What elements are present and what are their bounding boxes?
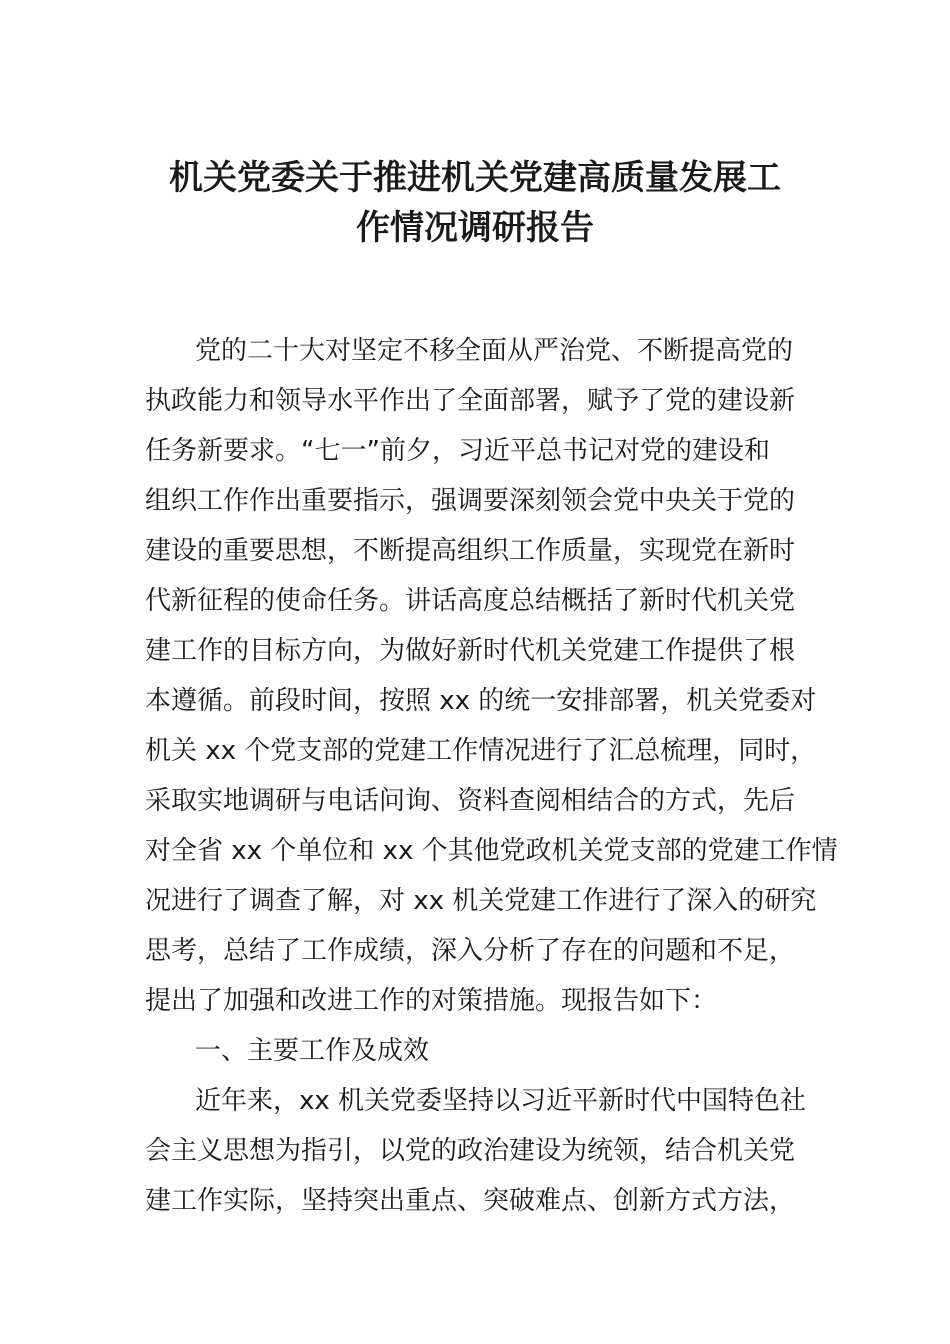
paragraph-line: 任务新要求。“七一”前夕，习近平总书记对党的建设和 — [145, 436, 770, 466]
paragraph-line: 机关 xx 个党支部的党建工作情况进行了汇总梳理，同时， — [145, 736, 817, 766]
paragraph-line: 代新征程的使命任务。讲话高度总结概括了新时代机关党 — [145, 586, 796, 616]
paragraph-line: 思考，总结了工作成绩，深入分析了存在的问题和不足， — [145, 936, 796, 966]
paragraph-line: 本遵循。前段时间，按照 xx 的统一安排部署，机关党委对 — [145, 686, 817, 716]
paragraph-line: 执政能力和领导水平作出了全面部署，赋予了党的建设新 — [145, 386, 796, 416]
paragraph-line: 建设的重要思想，不断提高组织工作质量，实现党在新时 — [145, 536, 796, 566]
title-line-1: 机关党委关于推进机关党建高质量发展工 — [169, 158, 781, 198]
paragraph-line: 建工作实际，坚持突出重点、突破难点、创新方式方法， — [145, 1186, 796, 1216]
section-heading: 一、主要工作及成效 — [195, 1036, 430, 1066]
paragraph-line: 采取实地调研与电话问询、资料查阅相结合的方式，先后 — [145, 786, 796, 816]
document-title — [120, 153, 830, 253]
title-line-2: 作情况调研报告 — [356, 208, 594, 248]
document-body — [145, 326, 838, 1226]
paragraph-line: 提出了加强和改进工作的对策措施。现报告如下： — [145, 986, 718, 1016]
paragraph-line: 建工作的目标方向，为做好新时代机关党建工作提供了根 — [145, 636, 796, 666]
paragraph-line: 对全省 xx 个单位和 xx 个其他党政机关党支部的党建工作情 — [145, 836, 838, 866]
paragraph-line: 会主义思想为指引，以党的政治建设为统领，结合机关党 — [145, 1136, 796, 1166]
paragraph-line: 组织工作作出重要指示，强调要深刻领会党中央关于党的 — [145, 486, 796, 516]
paragraph-line: 况进行了调查了解，对 xx 机关党建工作进行了深入的研究 — [145, 886, 817, 916]
paragraph-line: 党的二十大对坚定不移全面从严治党、不断提高党的 — [195, 336, 794, 366]
paragraph-line: 近年来，xx 机关党委坚持以习近平新时代中国特色社 — [195, 1086, 807, 1116]
